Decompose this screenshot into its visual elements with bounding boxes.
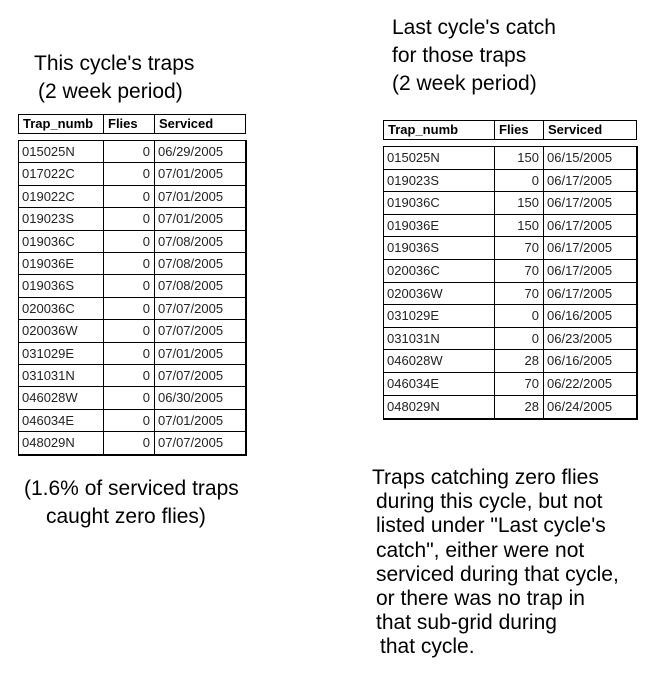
trap-cell: 019036S	[387, 240, 440, 256]
table-row	[384, 350, 636, 373]
right-note-line: that sub-grid during	[376, 611, 557, 635]
table-row	[384, 328, 636, 351]
serviced-cell: 06/16/2005	[543, 350, 636, 372]
flies-cell: 0	[103, 387, 154, 408]
left-header-flies: Flies	[103, 115, 154, 133]
serviced-cell: 07/01/2005	[154, 208, 245, 229]
flies-cell: 0	[494, 305, 543, 327]
flies-cell: 70	[494, 260, 543, 282]
table-row	[384, 396, 636, 419]
trap-cell: 046028W	[22, 390, 78, 406]
trap-cell: 020036C	[387, 262, 440, 278]
trap-cell: 019036C	[22, 233, 75, 249]
table-row	[384, 170, 636, 193]
table-row	[19, 186, 245, 208]
trap-cell: 015025N	[387, 150, 440, 165]
flies-cell: 0	[494, 328, 543, 350]
flies-cell: 0	[103, 253, 154, 274]
trap-cell: 031031N	[387, 330, 440, 346]
table-row	[19, 141, 245, 163]
flies-cell: 28	[494, 350, 543, 372]
left-table-body	[18, 140, 247, 456]
table-row	[19, 365, 245, 387]
serviced-cell: 06/17/2005	[543, 192, 636, 214]
left-note-line1: (1.6% of serviced traps	[24, 477, 239, 500]
serviced-cell: 07/01/2005	[154, 186, 245, 207]
flies-cell: 0	[103, 163, 154, 184]
flies-cell: 0	[103, 231, 154, 252]
flies-cell: 0	[103, 208, 154, 229]
table-row	[384, 260, 636, 283]
serviced-cell: 06/15/2005	[543, 147, 636, 169]
trap-cell: 019023S	[387, 172, 440, 188]
trap-cell: 031031N	[22, 367, 75, 383]
right-header-trap: Trap_numb	[388, 122, 459, 137]
serviced-cell: 07/01/2005	[154, 410, 245, 431]
trap-cell: 017022C	[22, 166, 75, 182]
right-note-line: listed under "Last cycle's	[376, 514, 606, 538]
serviced-cell: 06/17/2005	[543, 260, 636, 282]
table-row	[384, 215, 636, 238]
left-table-title	[34, 50, 194, 106]
serviced-cell: 06/17/2005	[543, 237, 636, 259]
flies-cell: 150	[494, 192, 543, 214]
right-note-line: Traps catching zero flies	[372, 466, 599, 489]
left-title-line1: This cycle's traps	[34, 52, 195, 75]
serviced-cell: 07/08/2005	[154, 275, 245, 296]
right-table-title	[392, 14, 556, 98]
table-row	[19, 320, 245, 342]
left-table-header	[18, 114, 246, 134]
trap-cell: 019036E	[387, 217, 440, 233]
table-row	[384, 147, 636, 170]
table-row	[19, 163, 245, 185]
trap-cell: 046034E	[387, 375, 440, 391]
trap-cell: 048029N	[22, 435, 75, 451]
trap-cell: 019036C	[387, 195, 440, 211]
serviced-cell: 06/17/2005	[543, 170, 636, 192]
table-row	[19, 231, 245, 253]
right-header-serviced: Serviced	[543, 121, 636, 139]
trap-cell: 019022C	[22, 188, 75, 204]
left-title-line2: (2 week period)	[38, 80, 183, 103]
serviced-cell: 06/24/2005	[543, 396, 636, 419]
right-title-line2: for those traps	[392, 44, 527, 67]
flies-cell: 0	[103, 365, 154, 386]
trap-cell: 031029E	[22, 345, 75, 361]
serviced-cell: 06/29/2005	[154, 141, 245, 162]
flies-cell: 150	[494, 215, 543, 237]
table-row	[19, 432, 245, 454]
serviced-cell: 07/07/2005	[154, 298, 245, 319]
table-row	[384, 373, 636, 396]
trap-cell: 019036E	[22, 255, 75, 271]
right-note-line: that cycle.	[380, 635, 475, 659]
flies-cell: 70	[494, 283, 543, 305]
flies-cell: 70	[494, 237, 543, 259]
right-table-header	[383, 120, 637, 140]
trap-cell: 020036C	[22, 300, 75, 316]
flies-cell: 0	[103, 410, 154, 431]
serviced-cell: 06/16/2005	[543, 305, 636, 327]
right-header-flies: Flies	[494, 121, 543, 139]
right-footnote	[372, 466, 619, 660]
flies-cell: 0	[103, 298, 154, 319]
right-table-body	[383, 146, 638, 420]
table-row	[19, 298, 245, 320]
flies-cell: 70	[494, 373, 543, 395]
serviced-cell: 06/17/2005	[543, 215, 636, 237]
serviced-cell: 06/22/2005	[543, 373, 636, 395]
serviced-cell: 07/08/2005	[154, 253, 245, 274]
trap-cell: 020036W	[22, 323, 78, 339]
right-note-line: during this cycle, but not	[376, 490, 603, 514]
serviced-cell: 06/30/2005	[154, 387, 245, 408]
right-note-line: or there was no trap in	[376, 587, 585, 611]
table-row	[19, 387, 245, 409]
trap-cell: 046034E	[22, 412, 75, 428]
table-row	[19, 275, 245, 297]
table-row	[19, 410, 245, 432]
flies-cell: 0	[103, 186, 154, 207]
left-header-trap: Trap_numb	[23, 116, 94, 131]
serviced-cell: 07/07/2005	[154, 320, 245, 341]
flies-cell: 0	[494, 170, 543, 192]
serviced-cell: 07/01/2005	[154, 343, 245, 364]
flies-cell: 0	[103, 141, 154, 162]
trap-cell: 048029N	[387, 398, 440, 414]
table-row	[384, 305, 636, 328]
left-header-serviced: Serviced	[154, 115, 245, 133]
serviced-cell: 07/08/2005	[154, 231, 245, 252]
flies-cell: 0	[103, 275, 154, 296]
table-row	[19, 343, 245, 365]
serviced-cell: 06/17/2005	[543, 283, 636, 305]
flies-cell: 0	[103, 343, 154, 364]
trap-cell: 020036W	[387, 285, 443, 301]
flies-cell: 0	[103, 432, 154, 454]
serviced-cell: 07/01/2005	[154, 163, 245, 184]
trap-cell: 046028W	[387, 353, 443, 369]
left-footnote	[24, 475, 239, 531]
table-row	[384, 283, 636, 306]
flies-cell: 0	[103, 320, 154, 341]
serviced-cell: 07/07/2005	[154, 432, 245, 454]
right-title-line3: (2 week period)	[392, 72, 537, 95]
right-note-line: catch", either were not	[376, 538, 585, 562]
table-row	[384, 192, 636, 215]
table-row	[19, 208, 245, 230]
trap-cell: 015025N	[22, 144, 75, 159]
trap-cell: 031029E	[387, 308, 440, 324]
flies-cell: 28	[494, 396, 543, 419]
right-note-line: serviced during that cycle,	[376, 562, 619, 586]
serviced-cell: 07/07/2005	[154, 365, 245, 386]
trap-cell: 019023S	[22, 211, 75, 227]
table-row	[384, 237, 636, 260]
flies-cell: 150	[494, 147, 543, 169]
right-title-line1: Last cycle's catch	[392, 16, 556, 39]
table-row	[19, 253, 245, 275]
serviced-cell: 06/23/2005	[543, 328, 636, 350]
left-note-line2: caught zero flies)	[46, 505, 206, 528]
trap-cell: 019036S	[22, 278, 75, 294]
